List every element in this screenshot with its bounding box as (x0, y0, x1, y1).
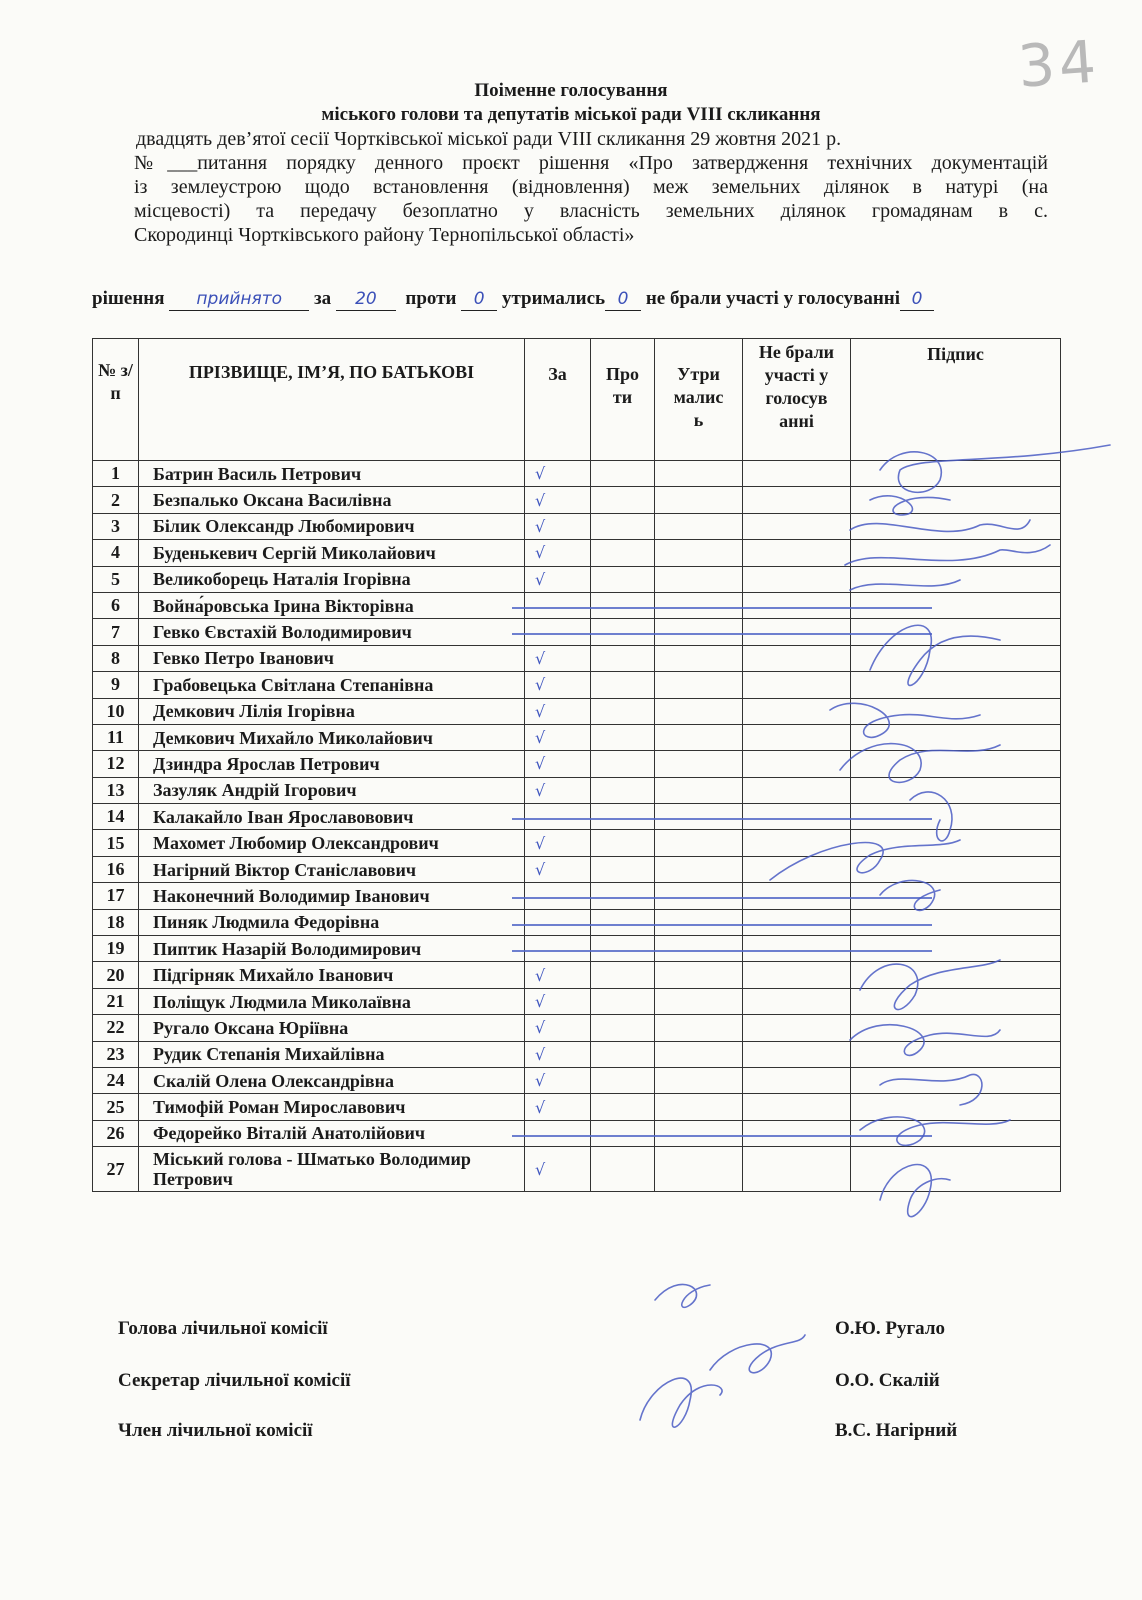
row-number: 27 (93, 1147, 139, 1192)
row-name: Скалій Олена Олександрівна (139, 1067, 525, 1093)
member-label: Член лічильної комісії (118, 1420, 313, 1441)
row-number: 7 (93, 619, 139, 645)
signature-scribble (640, 1378, 722, 1427)
session-line: двадцять дев’ятої сесії Чортківської міської ради VIII скликання 29 жовтня 2021 р. (136, 128, 842, 150)
signature-scribble (845, 545, 1050, 565)
chair-label: Голова лічильної комісії (118, 1318, 328, 1339)
checkmark-icon: √ (535, 1071, 546, 1091)
row-number: 2 (93, 487, 139, 513)
signature-scribble (770, 840, 960, 880)
row-name: Тимофій Роман Мирославович (139, 1094, 525, 1120)
proty-count-handwritten: 0 (473, 289, 485, 309)
checkmark-icon: √ (535, 569, 546, 589)
za-label: за (314, 288, 332, 309)
za-count-handwritten: 20 (355, 289, 377, 309)
row-name: Гевко Євстахій Володимирович (139, 619, 525, 645)
signature-scribble (830, 703, 980, 737)
checkmark-icon: √ (535, 728, 546, 748)
header-za: За (525, 339, 591, 461)
ne-braly-label: не брали участі у голосуванні (645, 288, 901, 309)
checkmark-icon: √ (535, 965, 546, 985)
header-name: ПРІЗВИЩЕ, ІМ’Я, ПО БАТЬКОВІ (139, 339, 525, 461)
row-number: 6 (93, 592, 139, 618)
checkmark-icon: √ (535, 1159, 546, 1179)
checkmark-icon: √ (535, 490, 546, 510)
checkmark-icon: √ (535, 1044, 546, 1064)
row-number: 5 (93, 566, 139, 592)
row-name: Пиптик Назарій Володимирович (139, 936, 525, 962)
secretary-label: Секретар лічильної комісії (118, 1370, 351, 1391)
checkmark-icon: √ (535, 1018, 546, 1038)
signature-scribble (710, 1335, 805, 1373)
signature-scribble (655, 1284, 710, 1307)
checkmark-icon: √ (535, 860, 546, 880)
checkmark-icon: √ (535, 648, 546, 668)
question-line-2: із землеустрою щодо встановлення (відновлення) меж земельних ділянок в натурі (на (134, 176, 1048, 198)
row-number: 12 (93, 751, 139, 777)
row-name: Рудик Степанія Михайлівна (139, 1041, 525, 1067)
utrym-label: утримались (501, 288, 606, 309)
header-signature: Підпис (851, 339, 1061, 461)
row-number: 8 (93, 645, 139, 671)
row-number: 17 (93, 883, 139, 909)
checkmark-icon: √ (535, 675, 546, 695)
page-number: 34 (1015, 27, 1103, 101)
signature-scribble (840, 744, 1000, 783)
ne-braly-count-handwritten: 0 (911, 289, 923, 309)
checkmark-icon: √ (535, 992, 546, 1011)
row-number: 26 (93, 1120, 139, 1146)
decision-result-handwritten: прийнято (196, 289, 283, 309)
row-number: 22 (93, 1015, 139, 1041)
signature-scribble (870, 496, 950, 515)
checkmark-icon: √ (535, 1097, 546, 1117)
row-number: 24 (93, 1067, 139, 1093)
row-name: Грабовецька Світлана Степанівна (139, 672, 525, 698)
row-name: Наконечний Володимир Іванович (139, 883, 525, 909)
document-title: Поіменне голосування (474, 80, 668, 101)
row-number: 4 (93, 540, 139, 566)
header-num: № з/п (93, 339, 139, 461)
signature-scribble (880, 1165, 950, 1217)
proty-label: проти (405, 288, 457, 309)
checkmark-icon: √ (535, 543, 546, 563)
question-line-1: №___питання порядку денного проєкт рішення «Про затвердження технічних документацій (134, 152, 1048, 174)
secretary-name: О.О. Скалій (835, 1370, 940, 1391)
row-name: Буденькевич Сергій Миколайович (139, 540, 525, 566)
signature-scribble (850, 1025, 1000, 1056)
member-name: В.С. Нагірний (835, 1420, 958, 1441)
row-number: 23 (93, 1041, 139, 1067)
row-name: Демкович Михайло Миколайович (139, 724, 525, 750)
signature-scribble (850, 520, 1030, 531)
row-name: Пиняк Людмила Федорівна (139, 909, 525, 935)
row-name: Батрин Василь Петрович (139, 461, 525, 487)
row-name: Підгірняк Михайло Іванович (139, 962, 525, 988)
row-name: Поліщук Людмила Миколаївна (139, 988, 525, 1014)
checkmark-icon: √ (535, 464, 546, 484)
signature-scribble (860, 1117, 1010, 1145)
row-name: Федорейко Віталій Анатолійович (139, 1120, 525, 1146)
row-number: 19 (93, 936, 139, 962)
chair-name: О.Ю. Ругало (835, 1318, 945, 1339)
checkmark-icon: √ (535, 780, 546, 800)
row-name: Безпалько Оксана Василівна (139, 487, 525, 513)
checkmark-icon: √ (535, 833, 546, 853)
utrym-count-handwritten: 0 (617, 289, 629, 309)
row-name: Зазуляк Андрій Ігорович (139, 777, 525, 803)
row-number: 25 (93, 1094, 139, 1120)
row-number: 21 (93, 988, 139, 1014)
header-proty: Про ти (591, 339, 655, 461)
row-number: 16 (93, 856, 139, 882)
signature-scribble (910, 792, 952, 841)
row-number: 20 (93, 962, 139, 988)
row-number: 13 (93, 777, 139, 803)
checkmark-icon: √ (535, 701, 546, 721)
row-number: 11 (93, 724, 139, 750)
decision-label: рішення (92, 288, 165, 309)
row-name: Демкович Лілія Ігорівна (139, 698, 525, 724)
row-name: Нагірний Віктор Станіславович (139, 856, 525, 882)
document-subtitle: міського голови та депутатів міської ради VIII скликання (321, 104, 821, 125)
checkmark-icon: √ (535, 754, 546, 774)
row-name: Дзиндра Ярослав Петрович (139, 751, 525, 777)
row-number: 15 (93, 830, 139, 856)
header-utrym: Утри малис ь (655, 339, 743, 461)
signature-scribble (880, 881, 940, 911)
row-name: Война́ровська Ірина Вікторівна (139, 592, 525, 618)
row-name: Білик Олександр Любомирович (139, 513, 525, 539)
row-name: Калакайло Іван Ярославовович (139, 804, 525, 830)
question-line-3: місцевості) та передачу безоплатно у власність земельних ділянок громадянам в с. (134, 200, 1048, 222)
signature-scribble (850, 580, 960, 590)
row-name: Великоборець Наталія Ігорівна (139, 566, 525, 592)
row-name: Ругало Оксана Юріївна (139, 1015, 525, 1041)
signature-scribble (870, 625, 1000, 685)
row-number: 3 (93, 513, 139, 539)
signature-scribble (860, 960, 1000, 1009)
row-number: 18 (93, 909, 139, 935)
question-line-4: Скородинці Чортківського району Тернопільської області» (134, 224, 635, 246)
checkmark-icon: √ (535, 516, 546, 536)
row-number: 10 (93, 698, 139, 724)
header-ne-braly: Не брали участі у голосув анні (743, 339, 851, 461)
signature-scribble (880, 1074, 982, 1105)
row-name: Махомет Любомир Олександрович (139, 830, 525, 856)
signature-scribble (880, 445, 1110, 492)
row-number: 9 (93, 672, 139, 698)
row-name: Міський голова - Шматько Володимир Петрович (139, 1147, 525, 1192)
row-number: 14 (93, 804, 139, 830)
row-number: 1 (93, 461, 139, 487)
row-name: Гевко Петро Іванович (139, 645, 525, 671)
